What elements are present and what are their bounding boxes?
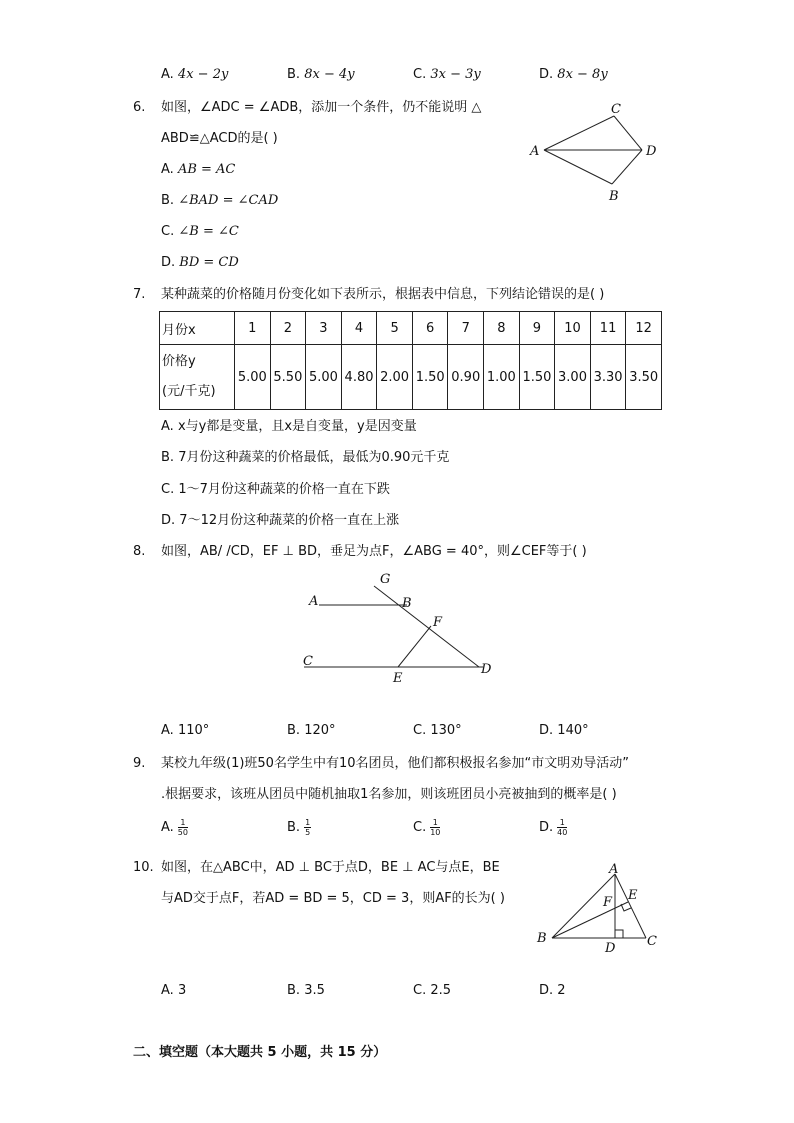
q9-option-d: D. $\frac{1}{40}$ [539,818,568,837]
q7-option-c: C. 1～7月份这种蔬菜的价格一直在下跌 [161,482,390,497]
price-cell: 2.00 [377,345,413,410]
month-cell: 10 [555,312,591,345]
price-cell: 1.50 [519,345,555,410]
q8-label-g: G [380,572,391,587]
q10-label-a: A [609,862,619,877]
q9-number: 9. [133,756,146,771]
q6-option-d: D. BD = CD [161,255,239,270]
price-cell: 0.90 [448,345,484,410]
q10-stem-line2: 与AD交于点F，若AD = BD = 5，CD = 3，则AF的长为( ) [161,891,505,906]
month-cell: 4 [341,312,377,345]
q10-number: 10. [133,860,154,875]
month-cell: 2 [270,312,306,345]
q8-label-e: E [393,671,403,686]
price-cell: 3.50 [626,345,662,410]
q6-option-b: B. ∠BAD = ∠CAD [161,193,279,208]
price-cell: 1.00 [484,345,520,410]
q10-label-e: E [628,888,638,903]
q8-stem: 如图，AB/ /CD，EF ⊥ BD，垂足为点F，∠ABG = 40°，则∠CEF等于( ) [161,544,587,559]
q10-stem-line1: 如图，在△ABC中，AD ⊥ BC于点D，BE ⊥ AC与点E，BE [161,860,500,875]
q8-figure [296,566,506,690]
q6-figure [520,96,670,208]
q10-option-d: D. 2 [539,983,566,998]
month-cell: 9 [519,312,555,345]
q6-label-b: B [609,189,619,204]
month-cell: 3 [306,312,342,345]
price-cell: 4.80 [341,345,377,410]
q6-label-c: C [611,102,621,117]
month-cell: 12 [626,312,662,345]
q5-option-c: C. 3x − 3y [413,67,481,82]
price-header: 价格y (元/千克) [160,345,235,410]
month-cell: 1 [235,312,271,345]
month-cell: 11 [590,312,626,345]
month-cell: 7 [448,312,484,345]
section2-heading: 二、填空题（本大题共 5 小题，共 15 分） [133,1045,387,1060]
month-cell: 8 [484,312,520,345]
q10-figure [530,860,670,958]
q5-option-a: A. 4x − 2y [161,67,229,82]
table-row-price [160,345,662,410]
q6-stem-line1: 如图，∠ADC = ∠ADB，添加一个条件，仍不能说明 △ [161,100,482,115]
q7-number: 7. [133,287,146,302]
q10-label-d: D [605,941,616,956]
q9-option-a: A. $\frac{1}{50}$ [161,818,188,837]
price-table [159,311,662,410]
price-cell: 5.50 [270,345,306,410]
q10-label-f: F [603,895,613,910]
q8-label-d: D [481,662,492,677]
price-cell: 5.00 [306,345,342,410]
q8-option-c: C. 130° [413,723,462,738]
q8-option-b: B. 120° [287,723,336,738]
q8-label-a: A [309,594,319,609]
q8-option-a: A. 110° [161,723,210,738]
q10-option-c: C. 2.5 [413,983,452,998]
q10-option-a: A. 3 [161,983,187,998]
q8-label-f: F [433,615,443,630]
month-header: 月份x [160,312,235,345]
q6-label-d: D [646,144,657,159]
q8-label-c: C [303,654,313,669]
price-cell: 3.30 [590,345,626,410]
q7-option-a: A. x与y都是变量，且x是自变量，y是因变量 [161,419,417,434]
q5-option-d: D. 8x − 8y [539,67,608,82]
month-cell: 6 [412,312,448,345]
q10-label-b: B [537,931,547,946]
q8-number: 8. [133,544,146,559]
table-row-month [160,312,662,345]
q7-stem: 某种蔬菜的价格随月份变化如下表所示，根据表中信息，下列结论错误的是( ) [161,287,605,302]
q6-label-a: A [530,144,540,159]
q9-stem-line1: 某校九年级(1)班50名学生中有10名团员，他们都积极报名参加“市文明劝导活动” [161,756,629,771]
q6-number: 6. [133,100,146,115]
q9-option-c: C. $\frac{1}{10}$ [413,818,441,837]
q8-label-b: B [402,596,412,611]
q7-option-d: D. 7～12月份这种蔬菜的价格一直在上涨 [161,513,400,528]
month-cell: 5 [377,312,413,345]
price-cell: 3.00 [555,345,591,410]
price-cell: 5.00 [235,345,271,410]
q5-option-b: B. 8x − 4y [287,67,355,82]
q8-option-d: D. 140° [539,723,589,738]
q6-option-a: A. AB = AC [161,162,236,177]
q9-option-b: B. $\frac{1}{5}$ [287,818,311,837]
q6-stem-line2: ABD≌△ACD的是( ) [161,131,278,146]
q6-option-c: C. ∠B = ∠C [161,224,239,239]
price-cell: 1.50 [412,345,448,410]
q10-option-b: B. 3.5 [287,983,325,998]
q7-option-b: B. 7月份这种蔬菜的价格最低，最低为0.90元千克 [161,450,450,465]
q9-stem-line2: .根据要求，该班从团员中随机抽取1名参加，则该班团员小亮被抽到的概率是( ) [161,787,617,802]
q10-label-c: C [647,934,657,949]
